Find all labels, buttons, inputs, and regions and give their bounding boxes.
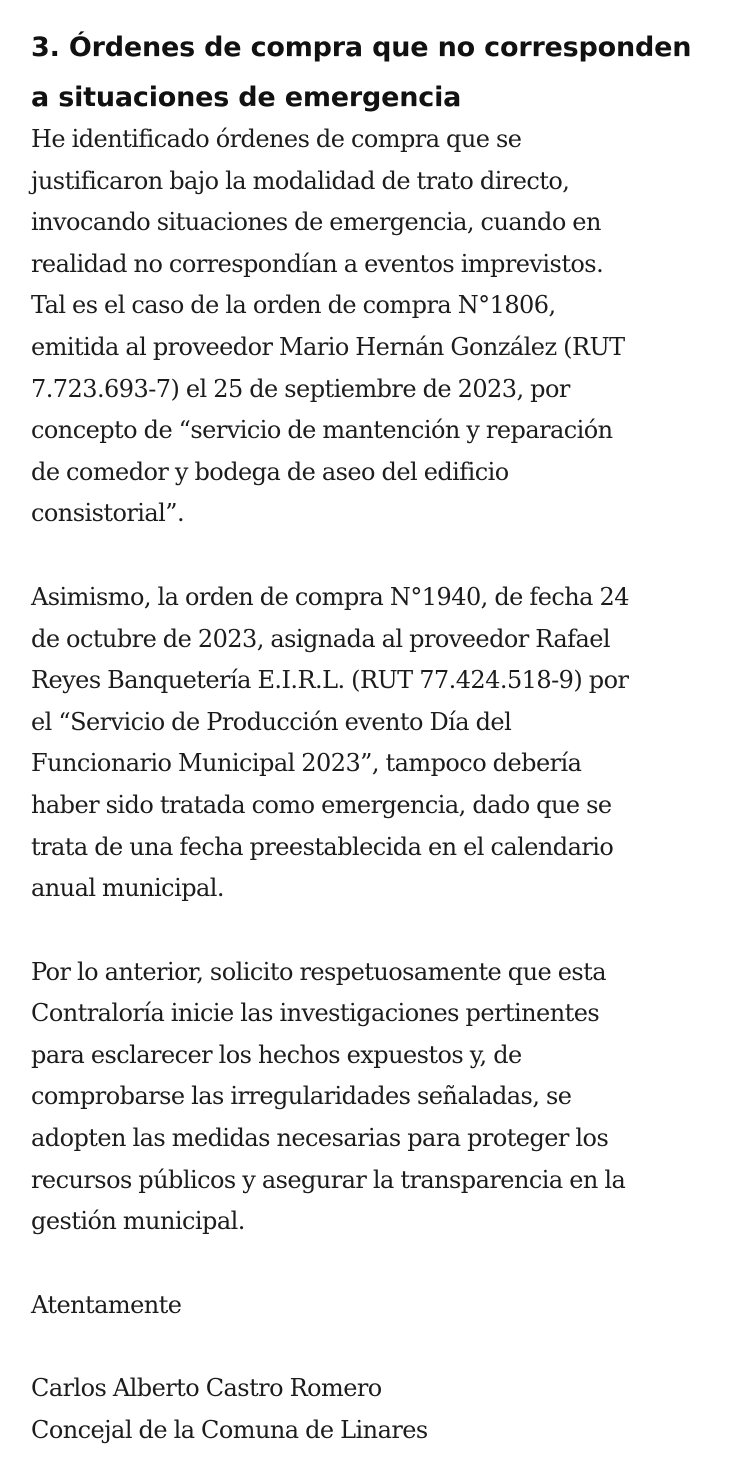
text-line: el “Servicio de Producción evento Día del (31, 707, 512, 736)
document-page (31, 0, 731, 1452)
paragraph-request (31, 952, 731, 1243)
text-line: gestión municipal. (31, 1207, 245, 1236)
text-line: consistorial”. (31, 499, 185, 528)
signature-name: Carlos Alberto Castro Romero (31, 1374, 382, 1403)
section-title-line-1: 3. Órdenes de compra que no corresponden (31, 32, 692, 63)
signature-block (31, 1368, 731, 1451)
text-line: realidad no correspondían a eventos imprevistos. (31, 249, 604, 278)
text-line: para esclarecer los hechos expuestos y, de (31, 1040, 522, 1069)
text-line: emitida al proveedor Mario Hernán González (RUT (31, 332, 625, 361)
text-line: comprobarse las irregularidades señaladas, se (31, 1082, 572, 1111)
paragraph-purchase-order-1806 (31, 119, 731, 535)
text-line: recursos públicos y asegurar la transparencia en la (31, 1165, 626, 1194)
text-line: Contraloría inicie las investigaciones pertinentes (31, 999, 600, 1028)
closing-salutation: Atentamente (31, 1290, 182, 1319)
text-line: haber sido tratada como emergencia, dado que se (31, 790, 612, 819)
text-line: trata de una fecha preestablecida en el calendario (31, 832, 614, 861)
text-line: Asimismo, la orden de compra N°1940, de fecha 24 (31, 582, 629, 611)
signature-position: Concejal de la Comuna de Linares (31, 1416, 428, 1445)
text-line: anual municipal. (31, 874, 224, 903)
paragraph-purchase-order-1940 (31, 577, 731, 910)
text-line: Por lo anterior, solicito respetuosamente que esta (31, 957, 606, 986)
text-line: Tal es el caso de la orden de compra N°1806, (31, 291, 556, 320)
section-title (31, 0, 731, 123)
text-line: Funcionario Municipal 2023”, tampoco debería (31, 749, 582, 778)
text-line: invocando situaciones de emergencia, cuando en (31, 208, 601, 237)
text-line: de comedor y bodega de aseo del edificio (31, 457, 509, 486)
text-line: de octubre de 2023, asignada al proveedor Rafael (31, 624, 610, 653)
text-line: adopten las medidas necesarias para proteger los (31, 1124, 609, 1153)
text-line: Reyes Banquetería E.I.R.L. (RUT 77.424.518-9) por (31, 666, 629, 695)
section-title-line-2: a situaciones de emergencia (31, 82, 462, 113)
text-line: justificaron bajo la modalidad de trato directo, (31, 166, 570, 195)
text-line: concepto de “servicio de mantención y reparación (31, 416, 613, 445)
text-line: He identificado órdenes de compra que se (31, 125, 522, 153)
text-line: 7.723.693-7) el 25 de septiembre de 2023, por (31, 374, 570, 403)
